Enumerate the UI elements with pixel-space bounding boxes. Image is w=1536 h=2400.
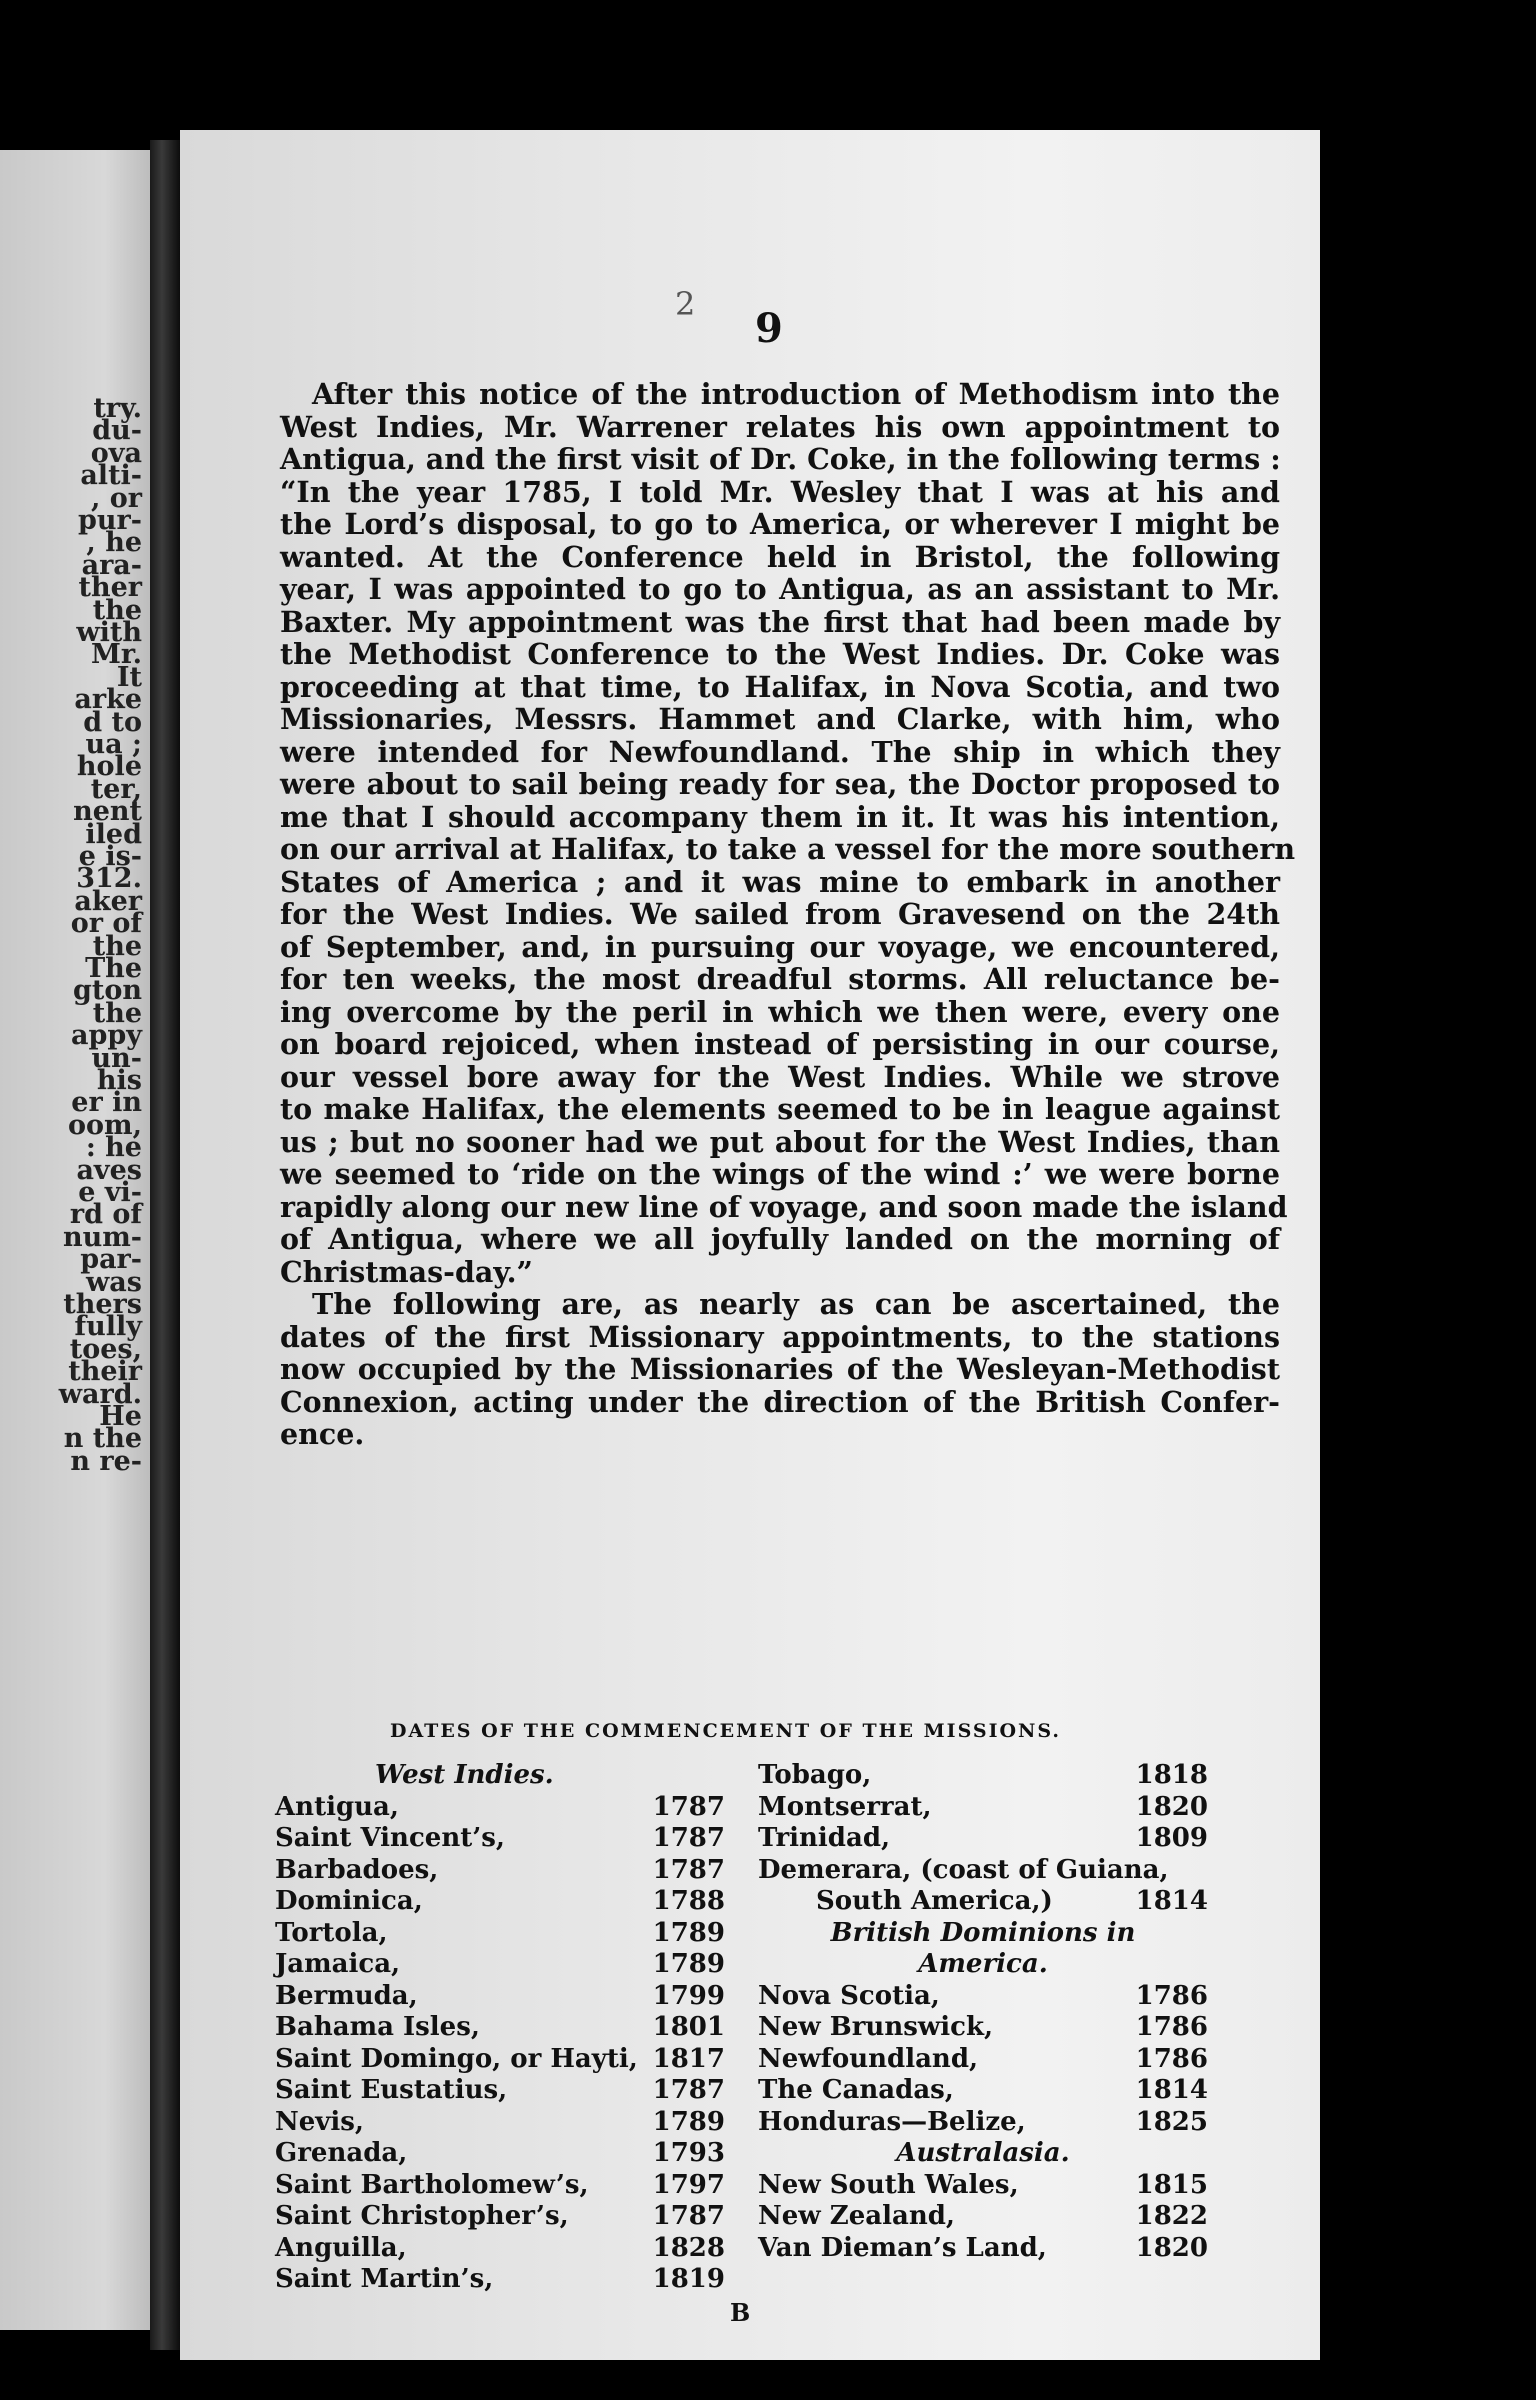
mission-row: [275, 2075, 725, 2107]
text-line: wanted. At the Conference held in Bristol, the following: [280, 539, 1280, 574]
facing-page-line: Mr.: [90, 639, 142, 671]
facing-page-line: : he: [85, 1132, 142, 1164]
facing-page-line: num-: [62, 1221, 142, 1253]
facing-page-line: ua ;: [85, 729, 142, 760]
mission-row: [275, 1886, 725, 1918]
text-line: proceeding at that time, to Halifax, in Nova Scotia, and two: [280, 669, 1280, 704]
mission-year: 1822: [1135, 2201, 1208, 2231]
facing-page-line: appy: [71, 1020, 142, 1052]
text-line: of Antigua, where we all joyfully landed on the morning of: [280, 1222, 1280, 1256]
mission-year: 1818: [1135, 1760, 1208, 1790]
mission-row: [758, 1981, 1208, 2013]
mission-year: 1787: [652, 2201, 725, 2231]
facing-page-line: e vi-: [78, 1177, 142, 1208]
signature-mark: B: [730, 2298, 751, 2327]
mission-row: [758, 1886, 1208, 1918]
facing-page-line: par-: [80, 1244, 142, 1276]
mission-year: 1787: [652, 1854, 725, 1885]
facing-page-line: He: [99, 1401, 142, 1432]
text-line: on our arrival at Halifax, to take a vessel for the more southern: [280, 832, 1296, 866]
mission-place: Nova Scotia,: [758, 1980, 940, 2011]
facing-page-line: n re-: [70, 1445, 142, 1477]
mission-row: [275, 1823, 725, 1855]
mission-row: [758, 1760, 1208, 1792]
facing-page-line: was: [86, 1266, 142, 1298]
facing-page-line: the: [92, 997, 142, 1029]
mission-place: Bahama Isles,: [275, 2012, 480, 2042]
facing-page-line: arke: [74, 684, 142, 716]
mission-place: Trinidad,: [758, 1823, 891, 1853]
mission-row: [275, 1855, 725, 1887]
missions-table-heading: DATES OF THE COMMENCEMENT OF THE MISSIONS.: [390, 1720, 1062, 1742]
mission-year: 1787: [652, 1823, 725, 1853]
mission-row: [758, 2107, 1208, 2139]
region-heading: West Indies.: [375, 1760, 554, 1790]
text-line: ence.: [280, 1417, 365, 1451]
text-line: of September, and, in pursuing our voyage, we encountered,: [280, 929, 1280, 964]
text-line: us ; but no sooner had we put about for the West Indies, than: [280, 1124, 1280, 1159]
mission-row: [758, 2170, 1208, 2202]
mission-year: 1819: [652, 2264, 725, 2294]
facing-page-line: aker: [74, 885, 142, 917]
facing-page-line: ter,: [90, 773, 142, 805]
mission-place: Nevis,: [275, 2106, 364, 2137]
mission-row: [758, 1823, 1208, 1855]
mission-place: Saint Martin’s,: [275, 2264, 494, 2294]
facing-page-line: n the: [63, 1423, 142, 1455]
mission-place: Saint Eustatius,: [275, 2075, 508, 2105]
missions-column-west-indies: [275, 1760, 725, 2296]
text-line: now occupied by the Missionaries of the Wesleyan-Methodist: [280, 1352, 1280, 1386]
mission-year: 1786: [1135, 1980, 1208, 2011]
text-line: The following are, as nearly as can be ascertained, the: [312, 1287, 1280, 1321]
mission-row: [275, 2044, 725, 2076]
text-line: dates of the first Missionary appointments, to the stations: [280, 1319, 1280, 1354]
text-line: were about to sail being ready for sea, the Doctor proposed to: [280, 767, 1280, 801]
mission-row: [758, 1855, 1208, 1887]
facing-page-line: gton: [73, 975, 142, 1007]
facing-page-line: thers: [63, 1289, 142, 1320]
facing-page-line: un-: [91, 1042, 142, 1074]
mission-year: 1815: [1135, 2169, 1208, 2200]
mission-year: 1789: [652, 1917, 725, 1948]
facing-page-line: nent: [73, 796, 142, 828]
mission-year: 1787: [652, 2075, 725, 2105]
facing-page-line: pur-: [78, 505, 142, 536]
text-line: rapidly along our new line of voyage, and soon made the island: [280, 1189, 1288, 1224]
facing-page-line: , he: [86, 527, 142, 559]
mission-row: [758, 2044, 1208, 2076]
pencil-mark: 2: [675, 285, 696, 323]
facing-page-line: The: [85, 953, 142, 984]
page-number: 9: [755, 305, 783, 352]
text-line: After this notice of the introduction of Methodism into the: [312, 377, 1280, 411]
facing-page-line: er in: [71, 1087, 142, 1119]
mission-year: 1799: [652, 1980, 725, 2011]
text-line: the Methodist Conference to the West Indies. Dr. Coke was: [280, 637, 1280, 671]
region-heading: Australasia.: [896, 2138, 1070, 2168]
mission-year: 1789: [652, 2106, 725, 2137]
facing-page-line: hole: [76, 751, 142, 783]
mission-year: 1814: [1135, 1886, 1208, 1916]
mission-place: The Canadas,: [758, 2075, 954, 2105]
mission-year: 1793: [652, 2138, 725, 2168]
mission-place: Barbadoes,: [275, 1854, 439, 1885]
mission-place: Grenada,: [275, 2138, 408, 2168]
mission-row: [275, 1981, 725, 2013]
facing-page-line: ward.: [58, 1378, 142, 1410]
mission-year: 1809: [1135, 1823, 1208, 1853]
text-line: were intended for Newfoundland. The ship in which they: [280, 734, 1280, 769]
mission-place: Tobago,: [758, 1760, 872, 1790]
mission-place: Jamaica,: [275, 1949, 401, 1979]
mission-year: 1817: [652, 2043, 725, 2074]
mission-row: [275, 2264, 725, 2296]
facing-page-line: or of: [70, 908, 142, 940]
mission-row: [758, 2201, 1208, 2233]
text-line: Missionaries, Messrs. Hammet and Clarke, with him, who: [280, 702, 1280, 736]
text-line: year, I was appointed to go to Antigua, as an assistant to Mr.: [280, 572, 1280, 606]
text-line: “In the year 1785, I told Mr. Wesley that I was at his and: [280, 474, 1280, 509]
text-line: Baxter. My appointment was the first that had been made by: [280, 604, 1280, 639]
facing-page-fragment: [0, 150, 150, 2330]
mission-year: 1820: [1135, 1791, 1208, 1822]
mission-place: Saint Domingo, or Hayti,: [275, 2043, 638, 2074]
facing-page-line: their: [68, 1356, 142, 1388]
facing-page-line: ova: [90, 437, 142, 469]
region-heading: British Dominions in: [830, 1917, 1136, 1948]
mission-row: [275, 1949, 725, 1981]
facing-page-line: ara-: [81, 549, 142, 581]
facing-page-line: 312.: [76, 863, 142, 895]
text-line: ing overcome by the peril in which we then were, every one: [280, 994, 1280, 1029]
mission-year: 1801: [652, 2012, 725, 2042]
body-text: [280, 377, 1296, 1451]
facing-page-line: fully: [74, 1311, 142, 1343]
mission-row: [275, 2201, 725, 2233]
facing-page-line: It: [116, 661, 142, 693]
missions-column-right: [758, 1760, 1208, 2264]
text-line: the Lord’s disposal, to go to America, or wherever I might be: [280, 507, 1280, 541]
text-line: for ten weeks, the most dreadful storms. All reluctance be-: [280, 962, 1280, 996]
text-line: Christmas-day.”: [280, 1254, 533, 1289]
text-line: Connexion, acting under the direction of the British Confer-: [280, 1384, 1280, 1419]
mission-row: [758, 2233, 1208, 2265]
mission-row: [275, 1918, 725, 1950]
book-page: [180, 130, 1320, 2360]
text-line: for the West Indies. We sailed from Gravesend on the 24th: [280, 897, 1280, 931]
mission-row: [275, 2138, 725, 2170]
mission-place: Honduras—Belize,: [758, 2106, 1026, 2137]
mission-year: 1814: [1135, 2075, 1208, 2105]
mission-year: 1789: [652, 1949, 725, 1979]
facing-page-line: e is-: [78, 841, 142, 872]
mission-row: [275, 2107, 725, 2139]
facing-page-line: rd of: [69, 1199, 142, 1231]
mission-year: 1788: [652, 1886, 725, 1916]
mission-place: Tortola,: [275, 1917, 388, 1948]
facing-page-line: alti-: [80, 460, 142, 492]
mission-row: [275, 2233, 725, 2265]
mission-year: 1787: [652, 1791, 725, 1822]
mission-year: 1825: [1135, 2106, 1208, 2137]
mission-row: [758, 2075, 1208, 2107]
mission-place: Saint Vincent’s,: [275, 1823, 505, 1853]
facing-page-line: toes,: [69, 1333, 142, 1365]
mission-year: 1786: [1135, 2043, 1208, 2074]
facing-page-line: the: [92, 594, 142, 626]
mission-place: Antigua,: [275, 1791, 399, 1822]
book-gutter: [150, 140, 180, 2350]
facing-page-line: , or: [90, 482, 142, 514]
mission-place: Van Dieman’s Land,: [758, 2232, 1047, 2263]
mission-place: Saint Christopher’s,: [275, 2201, 569, 2231]
paragraph-1: [280, 377, 1296, 1289]
mission-place: Newfoundland,: [758, 2043, 979, 2074]
facing-page-line: iled: [85, 818, 142, 850]
mission-place: Dominica,: [275, 1886, 423, 1916]
text-line: our vessel bore away for the West Indies. While we strove: [280, 1059, 1280, 1094]
mission-row: [275, 2012, 725, 2044]
facing-page-line: ther: [78, 572, 142, 604]
text-line: States of America ; and it was mine to embark in another: [280, 864, 1280, 899]
mission-year: 1820: [1135, 2232, 1208, 2263]
facing-page-line: try.: [93, 393, 142, 424]
mission-row: [275, 2170, 725, 2202]
text-line: on board rejoiced, when instead of persisting in our course,: [280, 1027, 1280, 1061]
mission-place: Demerara, (coast of Guiana,: [758, 1854, 1169, 1885]
mission-row: [275, 1792, 725, 1824]
mission-row: [758, 1792, 1208, 1824]
facing-page-line: aves: [76, 1154, 142, 1186]
facing-page-line: oom,: [68, 1109, 142, 1141]
facing-page-line: his: [96, 1065, 142, 1096]
mission-place: South America,): [816, 1886, 1053, 1916]
region-heading: America.: [918, 1949, 1048, 1979]
text-line: West Indies, Mr. Warrener relates his own appointment to: [280, 409, 1280, 444]
text-line: me that I should accompany them in it. It was his intention,: [280, 799, 1280, 834]
facing-page-line: the: [92, 930, 142, 962]
facing-page-line: with: [76, 617, 142, 648]
mission-place: New Zealand,: [758, 2201, 955, 2231]
mission-place: Bermuda,: [275, 1980, 418, 2011]
text-line: to make Halifax, the elements seemed to be in league against: [280, 1092, 1280, 1126]
mission-place: New South Wales,: [758, 2169, 1019, 2200]
mission-row: [758, 2012, 1208, 2044]
facing-page-line: du-: [92, 415, 142, 447]
text-line: we seemed to ‘ride on the wings of the wind :’ we were borne: [280, 1157, 1280, 1191]
text-line: Antigua, and the first visit of Dr. Coke, in the following terms :: [280, 442, 1281, 476]
mission-place: Saint Bartholomew’s,: [275, 2169, 589, 2200]
paragraph-2: [280, 1288, 1280, 1451]
mission-place: New Brunswick,: [758, 2012, 994, 2042]
facing-page-line: d to: [83, 706, 142, 738]
mission-year: 1797: [652, 2169, 725, 2200]
mission-year: 1786: [1135, 2012, 1208, 2042]
mission-place: Montserrat,: [758, 1791, 932, 1822]
mission-place: Anguilla,: [275, 2232, 407, 2263]
mission-year: 1828: [652, 2232, 725, 2263]
